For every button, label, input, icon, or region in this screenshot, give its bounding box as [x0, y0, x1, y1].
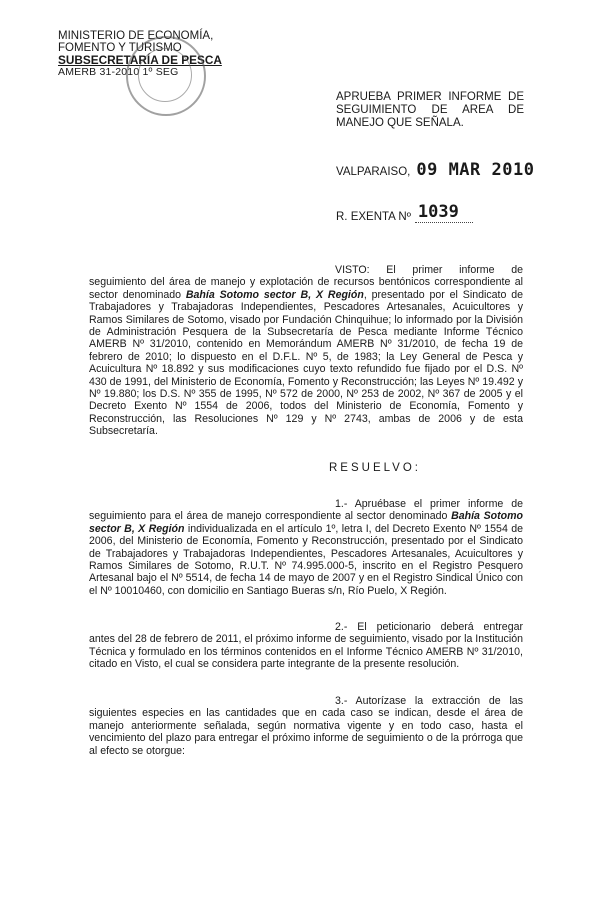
ministry-subtitle: FOMENTO Y TURISMO [58, 42, 182, 54]
exenta-label: R. EXENTA Nº [336, 211, 411, 223]
article-1-number: 1.- [335, 498, 348, 510]
visto-sector-name: Bahía Sotomo sector B, X Región [185, 288, 364, 301]
reference-code: AMERB 31-2010 1º SEG [58, 66, 179, 78]
article-3-number: 3.- [335, 695, 348, 707]
resolution-article-2 [89, 621, 523, 671]
exenta-line [336, 202, 473, 223]
ministry-name: MINISTERIO DE ECONOMÍA, [58, 30, 214, 42]
article-1-sector-name: Bahía Sotomo sector B, X Región [89, 510, 523, 535]
visto-paragraph [89, 264, 523, 438]
visto-text-1: El primer informe de seguimiento del área de manejo y explotación de recursos bentónicos correspondiente al sector denominado [89, 264, 523, 301]
resuelvo-heading: RESUELVO: [329, 462, 421, 474]
subsecretaria-name: SUBSECRETARÍA DE PESCA [58, 53, 222, 67]
visto-text-2: , presentado por el Sindicato de Trabajadores y Trabajadoras Independientes, Pescadores Artesanales, Acuicultores y Ramos Similares de Sotomo, visado por Fundación Chinquihue; lo informado por la División de Administración Pesquera de la Subsecretaría de Pesca mediante Informe Técnico AMERB Nº 31/2010, contenido en Memorándum AMERB Nº 31/2010, de fecha 19 de febrero de 2010; lo dispuesto en el D.F.L. Nº 5, de 1983; la Ley General de Pesca y Acuicultura Nº 18.892 y sus modificaciones cuyo texto refundido fue fijado por el D.S. Nº 430 de 1991, del Ministerio de Economía, Fomento y Reconstrucción; las Leyes Nº 19.492 y Nº 19.880; los D.S. Nº 355 de 1995, Nº 572 de 2000, Nº 253 de 2002, Nº 367 de 2005 y el Decreto Exento Nº 1554 de 2006, todos del Ministerio de Economía, Fomento y Reconstrucción, las Resoluciones Nº 129 y Nº 2743, ambas de 2006 y de esta Subsecretaría. [89, 288, 523, 438]
resolution-subject: APRUEBA PRIMER INFORME DE SEGUIMIENTO DE AREA DE MANEJO QUE SEÑALA. [336, 91, 524, 129]
seal-inner-ring [138, 48, 192, 102]
visto-label: VISTO: [335, 264, 370, 276]
exenta-number: 1039 [417, 202, 459, 222]
exenta-dotted-field [415, 202, 473, 223]
place-label: VALPARAISO, [336, 166, 411, 178]
place-date-line [336, 160, 534, 180]
article-1-text-1: Apruébase el primer informe de seguimiento para el área de manejo correspondiente al sector denominado [89, 498, 524, 523]
date-stamp: 09 MAR 2010 [416, 160, 535, 180]
resolution-article-3 [89, 695, 523, 757]
official-seal-stamp [126, 36, 206, 116]
resolution-article-1 [89, 498, 523, 597]
article-1-text-2: individualizada en el artículo 1º, letra I, del Decreto Exento Nº 1554 de 2006, del Ministerio de Economía, Fomento y Reconstrucción, presentado por el Sindicato de Trabajadores y Trabajadoras Independientes, Pescadores Artesanales, Acuicultores y Ramos Similares de Sotomo, R.U.T. Nº 74.995.000-5, inscrito en el Registro Pesquero Artesanal bajo el Nº 5514, de fecha 14 de mayo de 2007 y en el Registro Sindical Único con el Nº 10010460, con domicilio en Santiago Bueras s/n, Río Puelo, X Región. [89, 522, 523, 597]
article-3-text: Autorízase la extracción de las siguientes especies en las cantidades que en cada caso se indican, desde el área de manejo anteriormente señalada, según normativa vigente y en todo caso, hasta el vencimiento del plazo para entregar el próximo informe de seguimiento o de la prórroga que al efecto se otorgue: [89, 695, 523, 757]
article-2-number: 2.- [335, 621, 348, 633]
article-2-text: El peticionario deberá entregar antes del 28 de febrero de 2011, el próximo informe de seguimiento, visado por la Institución Técnica y formulado en los términos contenidos en el Informe Técnico AMERB Nº 31/2010, citado en Visto, el cual se considera parte integrante de la presente resolución. [89, 621, 524, 671]
